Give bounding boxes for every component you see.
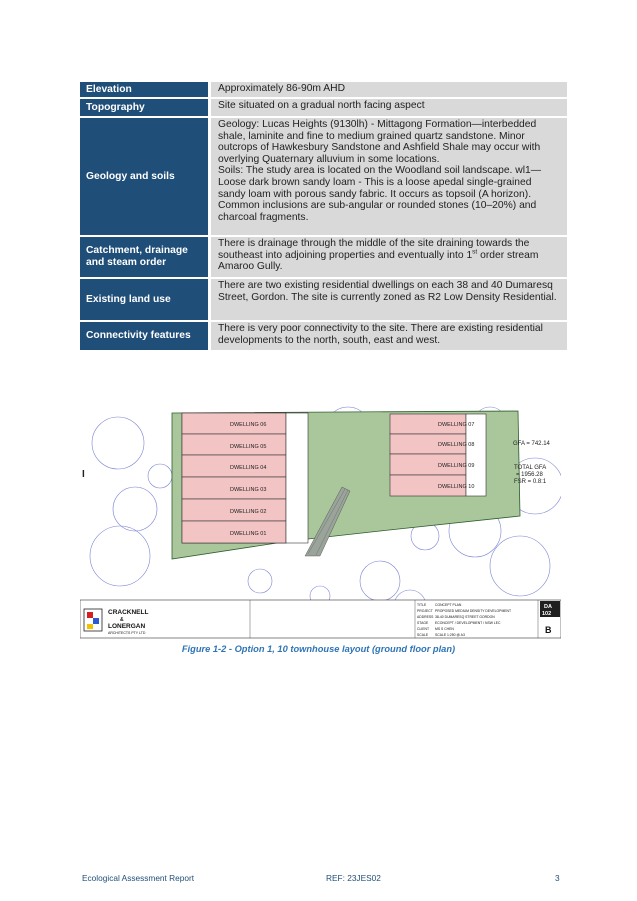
dwelling-label: DWELLING 07 bbox=[438, 422, 475, 428]
dwellings-left-block bbox=[182, 413, 308, 543]
ordinal-suffix: st bbox=[472, 248, 478, 256]
client-field-label: CLIENT bbox=[417, 627, 430, 631]
row-label: Catchment, drainage and steam order bbox=[80, 237, 208, 277]
dwelling-label: DWELLING 02 bbox=[230, 509, 267, 515]
row-label: Connectivity features bbox=[80, 322, 208, 350]
table-row-elevation bbox=[80, 82, 567, 99]
dwelling-label: DWELLING 03 bbox=[230, 487, 267, 493]
project-field-value: PROPOSED MEDIUM DENSITY DEVELOPMENT bbox=[435, 609, 512, 613]
dwelling-label: DWELLING 10 bbox=[438, 484, 475, 490]
dwelling-label: DWELLING 01 bbox=[230, 531, 267, 537]
catchment-text-a: There is drainage through the middle of the site draining towards the southeast into adjoining properties and eventually into 1 bbox=[218, 238, 530, 261]
dwelling-label: DWELLING 06 bbox=[230, 422, 267, 428]
section-marker: I bbox=[82, 469, 85, 480]
dwelling-label: DWELLING 04 bbox=[230, 465, 267, 471]
row-value bbox=[211, 118, 567, 235]
dwellings-right-block bbox=[390, 414, 486, 496]
site-description-table bbox=[80, 82, 567, 352]
fsr-label: FSR = 0.8:1 bbox=[514, 479, 547, 485]
revision-letter: B bbox=[545, 625, 552, 635]
table-row-geology-soils bbox=[80, 118, 567, 237]
figure-caption: Figure 1-2 - Option 1, 10 townhouse layout (ground floor plan) bbox=[181, 644, 456, 654]
table-row-land-use bbox=[80, 279, 567, 322]
project-field-label: PROJECT bbox=[417, 609, 433, 613]
footer-reference: REF: 23JES02 bbox=[326, 873, 381, 883]
title-block bbox=[80, 600, 561, 638]
firm-name-ampersand: & bbox=[120, 617, 124, 623]
catchment-text-b: order stream Amaroo Gully. bbox=[218, 249, 539, 273]
table-row-topography bbox=[80, 99, 567, 118]
address-field-label: ADDRESS bbox=[417, 615, 434, 619]
row-value: Site situated on a gradual north facing aspect bbox=[211, 99, 567, 116]
scale-field-value: SCALE 1:250 @ A3 bbox=[435, 633, 465, 637]
title-field-value: CONCEPT PLAN bbox=[435, 603, 462, 607]
table-row-connectivity bbox=[80, 322, 567, 352]
row-label: Topography bbox=[80, 99, 208, 116]
firm-name-line-2: LONERGAN bbox=[108, 623, 146, 630]
row-label: Existing land use bbox=[80, 279, 208, 320]
firm-name-line-3: ARCHITECTS PTY LTD bbox=[108, 631, 146, 635]
total-gfa-value: = 1956.28 bbox=[516, 472, 543, 478]
drawing-number: 102 bbox=[542, 611, 552, 617]
address-field-value: 38-40 DUMARESQ STREET GORDON bbox=[435, 615, 495, 619]
title-field-label: TITLE bbox=[417, 603, 427, 607]
row-label: Elevation bbox=[80, 82, 208, 97]
scale-field-label: SCALE bbox=[417, 633, 429, 637]
total-gfa-label: TOTAL GFA bbox=[514, 465, 547, 471]
drawing-type: DA bbox=[544, 604, 552, 610]
table-row-catchment bbox=[80, 237, 567, 279]
footer-page-number: 3 bbox=[555, 873, 560, 883]
row-value: There are two existing residential dwellings on each 38 and 40 Dumaresq Street, Gordon. The site is currently zoned as R2 Low Density Residential. bbox=[211, 279, 567, 320]
row-label: Geology and soils bbox=[80, 118, 208, 235]
geology-text: Geology: Lucas Heights (9130lh) - Mittagong Formation—interbedded shale, laminite and fine to medium grained quartz sandstone. Minor outcrops of Hawkesbury Sandstone and Ashfield Shale may occur with overlying Quaternary alluvium in some locations. bbox=[218, 119, 541, 165]
dwelling-label: DWELLING 08 bbox=[438, 442, 475, 448]
footer-report-title: Ecological Assessment Report bbox=[82, 873, 195, 883]
row-value bbox=[211, 237, 567, 277]
row-value: There is very poor connectivity to the site. There are existing residential developments to the north, south, east and west. bbox=[211, 322, 567, 350]
dwelling-label: DWELLING 05 bbox=[230, 444, 267, 450]
client-field-value: MS S CHEN bbox=[435, 627, 454, 631]
dwelling-label: DWELLING 09 bbox=[438, 463, 475, 469]
gfa-label: GFA = 742.14 bbox=[513, 441, 550, 447]
soils-text: Soils: The study area is located on the Woodland soil landscape. wl1—Loose dark brown sandy loam - This is a loose apedal single-grained sandy loam with porous sandy fabric. It occurs as topsoil (A horizon). Common inclusions are sub-angular or rounded stones (10–20%) and charcoal fragments. bbox=[218, 165, 542, 223]
stage-field-label: STAGE bbox=[417, 621, 429, 625]
row-value: Approximately 86-90m AHD bbox=[211, 82, 567, 97]
site-plan-drawing bbox=[80, 381, 561, 639]
stage-field-value: ECONCEPT / DEVELOPMENT / NSW LEC bbox=[435, 621, 501, 625]
firm-name-line-1: CRACKNELL bbox=[108, 609, 149, 616]
